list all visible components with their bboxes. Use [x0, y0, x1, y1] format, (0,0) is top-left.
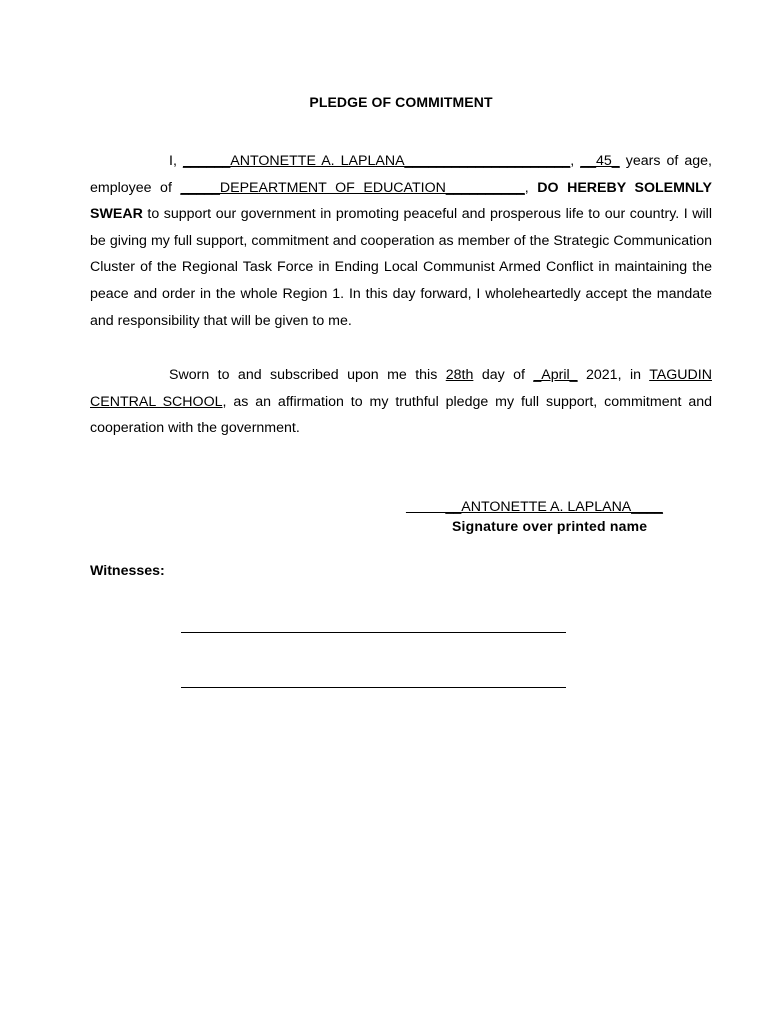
pledge-office-blank: _____DEPEARTMENT OF EDUCATION__________ — [180, 179, 525, 196]
sworn-paragraph — [90, 362, 712, 442]
pledge-oath-bold: DO HEREBY SOLEMNLY SWEAR — [90, 179, 712, 223]
sworn-body-text: , as an affirmation to my truthful pledge my full support, commitment and cooperation with the government. — [90, 393, 712, 437]
pledge-years-text: years of age, employee of — [90, 153, 712, 196]
sworn-place: TAGUDIN CENTRAL SCHOOL — [90, 367, 712, 410]
sworn-month: _April_ — [533, 367, 578, 383]
pledge-body-text: to support our government in promoting peaceful and prosperous life to our country. I will be giving my full support, commitment and cooperation as member of the Strategic Communication Cluster of the Regional Task Force in Ending Local Communist Armed Conflict in maintaining the peace and order in the whole Region 1. In this day forward, I wholeheartedly accept the mandate and responsibility that will be given to me. — [90, 206, 712, 329]
pledge-comma: , — [524, 179, 538, 196]
signature-printed-name: __ANTONETTE A. LAPLANA____ — [445, 499, 663, 515]
document-title: PLEDGE OF COMMITMENT — [309, 94, 493, 110]
witness-signature-line — [181, 687, 566, 688]
signature-lead-blank: _____ — [406, 499, 446, 515]
signature-line — [406, 499, 663, 515]
sworn-day: 28th — [445, 367, 474, 383]
sworn-year: 2021, in — [577, 367, 650, 383]
sworn-intro: Sworn to and subscribed upon me this — [169, 367, 446, 383]
pledge-paragraph — [90, 148, 712, 334]
sworn-day-of: day of — [473, 367, 534, 383]
signature-caption: Signature over printed name — [452, 518, 648, 534]
witnesses-label: Witnesses: — [90, 563, 165, 579]
pledge-name-blank: ______ANTONETTE A. LAPLANA_____________________ — [182, 153, 571, 169]
pledge-comma: , — [570, 153, 581, 169]
pledge-intro: I, — [169, 153, 183, 169]
witness-signature-line — [181, 632, 566, 633]
pledge-age-blank: __45_ — [580, 153, 620, 169]
